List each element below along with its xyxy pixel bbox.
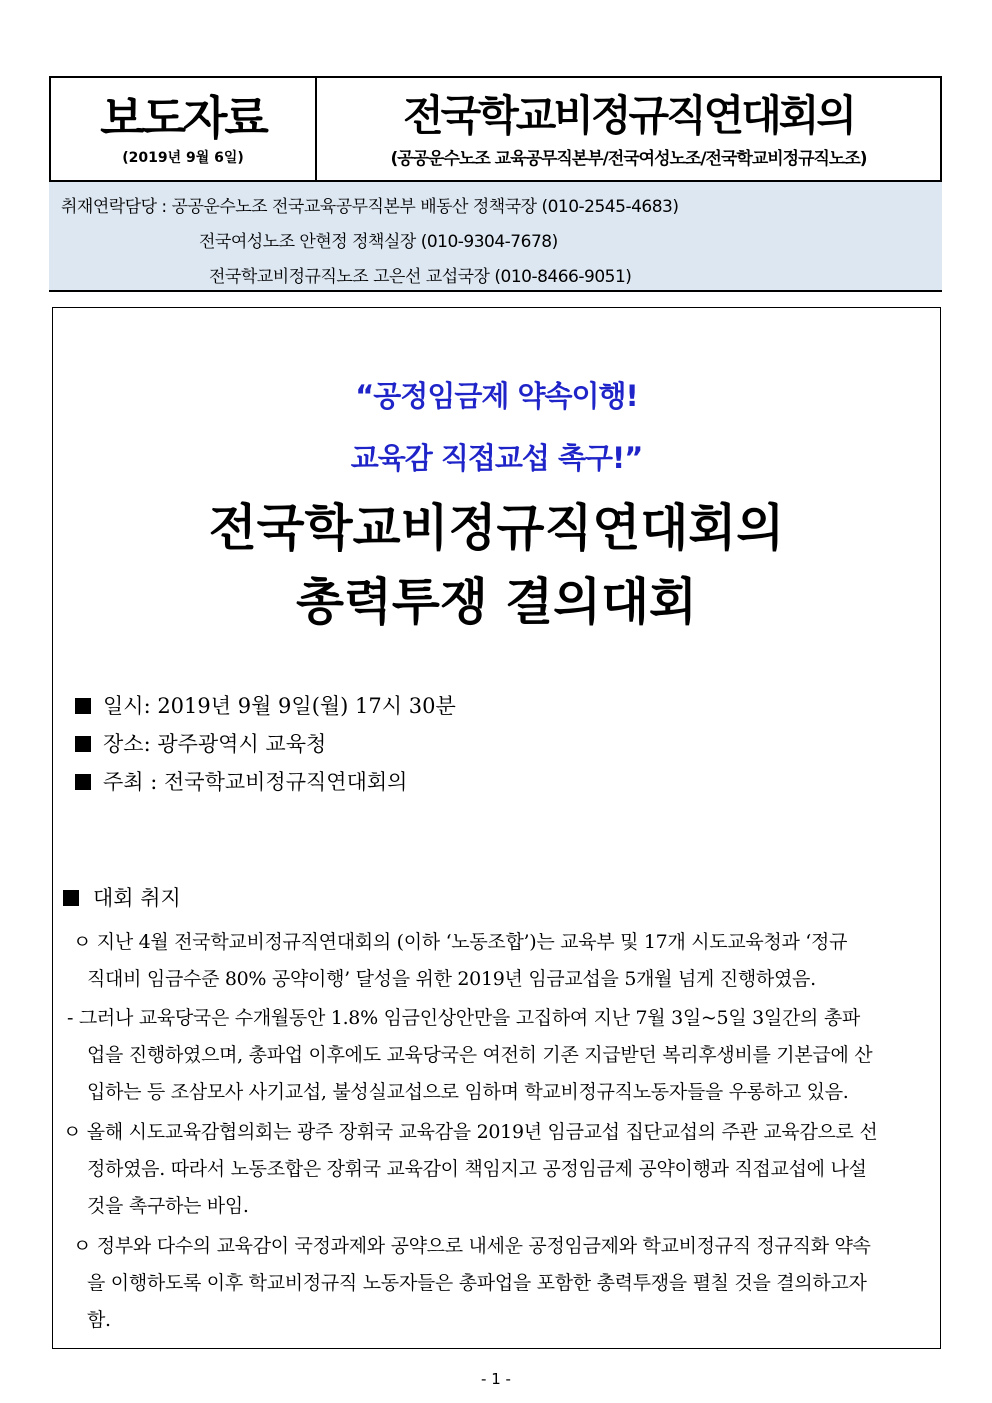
organization-cell bbox=[317, 78, 940, 180]
event-place: 장소: 광주광역시 교육청 bbox=[75, 728, 326, 758]
paragraph-3-line-3: 것을 촉구하는 바임. bbox=[87, 1195, 249, 1217]
release-date: (2019년 9월 6일) bbox=[122, 150, 244, 166]
bullet-square-icon bbox=[63, 890, 79, 906]
main-content-box bbox=[52, 307, 941, 1349]
contact-line-3: 전국학교비정규직노조 고은선 교섭국장 (010-8466-9051) bbox=[209, 267, 632, 287]
event-datetime: 일시: 2019년 9월 9일(월) 17시 30분 bbox=[75, 690, 456, 720]
doc-type-label: 보도자료 bbox=[100, 91, 266, 145]
bullet-square-icon bbox=[75, 736, 91, 752]
slogan-line-1: “공정임금제 약속이행! bbox=[355, 379, 638, 413]
paragraph-1-line-1: ㅇ 지난 4월 전국학교비정규직연대회의 (이하 ‘노동조합’)는 교육부 및 17개 시도교육청과 ‘정규 bbox=[73, 931, 848, 953]
press-contacts bbox=[49, 182, 942, 292]
section-heading: 대회 취지 bbox=[63, 882, 181, 912]
paragraph-2-line-2: 업을 진행하였으며, 총파업 이후에도 교육당국은 여전히 기존 지급받던 복리후생비를 기본급에 산 bbox=[87, 1044, 873, 1066]
press-release-header bbox=[49, 76, 942, 182]
bullet-square-icon bbox=[75, 774, 91, 790]
event-title-line-2: 총력투쟁 결의대회 bbox=[296, 573, 697, 631]
paragraph-4-line-3: 함. bbox=[87, 1309, 111, 1331]
doc-type-cell bbox=[51, 78, 317, 180]
paragraph-2-line-3: 입하는 등 조삼모사 사기교섭, 불성실교섭으로 임하며 학교비정규직노동자들을 우롱하고 있음. bbox=[87, 1081, 849, 1103]
slogan-line-2: 교육감 직접교섭 촉구!” bbox=[350, 441, 643, 475]
event-host: 주최 : 전국학교비정규직연대회의 bbox=[75, 766, 407, 796]
paragraph-1-line-2: 직대비 임금수준 80% 공약이행’ 달성을 위한 2019년 임금교섭을 5개월 넘게 진행하였음. bbox=[87, 968, 816, 990]
contact-line-1: 취재연락담당 : 공공운수노조 전국교육공무직본부 배동산 정책국장 (010-2545-4683) bbox=[61, 197, 679, 217]
contact-line-2: 전국여성노조 안현정 정책실장 (010-9304-7678) bbox=[199, 232, 558, 252]
bullet-square-icon bbox=[75, 698, 91, 714]
member-unions: (공공운수노조 교육공무직본부/전국여성노조/전국학교비정규직노조) bbox=[390, 148, 867, 169]
paragraph-3-line-1: ㅇ 올해 시도교육감협의회는 광주 장휘국 교육감을 2019년 임금교섭 집단교섭의 주관 교육감으로 선 bbox=[63, 1121, 878, 1143]
paragraph-4-line-2: 을 이행하도록 이후 학교비정규직 노동자들은 총파업을 포함한 총력투쟁을 펼칠 것을 결의하고자 bbox=[87, 1272, 867, 1294]
paragraph-3-line-2: 정하였음. 따라서 노동조합은 장휘국 교육감이 책임지고 공정임금제 공약이행과 직접교섭에 나설 bbox=[87, 1158, 867, 1180]
event-title-line-1: 전국학교비정규직연대회의 bbox=[208, 499, 785, 557]
paragraph-4-line-1: ㅇ 정부와 다수의 교육감이 국정과제와 공약으로 내세운 공정임금제와 학교비정규직 정규직화 약속 bbox=[73, 1235, 871, 1257]
paragraph-2-line-1: - 그러나 교육당국은 수개월동안 1.8% 임금인상안만을 고집하여 지난 7월 3일~5일 3일간의 총파 bbox=[67, 1007, 860, 1029]
page-number: - 1 - bbox=[481, 1370, 511, 1388]
organization-name: 전국학교비정규직연대회의 bbox=[403, 90, 854, 140]
